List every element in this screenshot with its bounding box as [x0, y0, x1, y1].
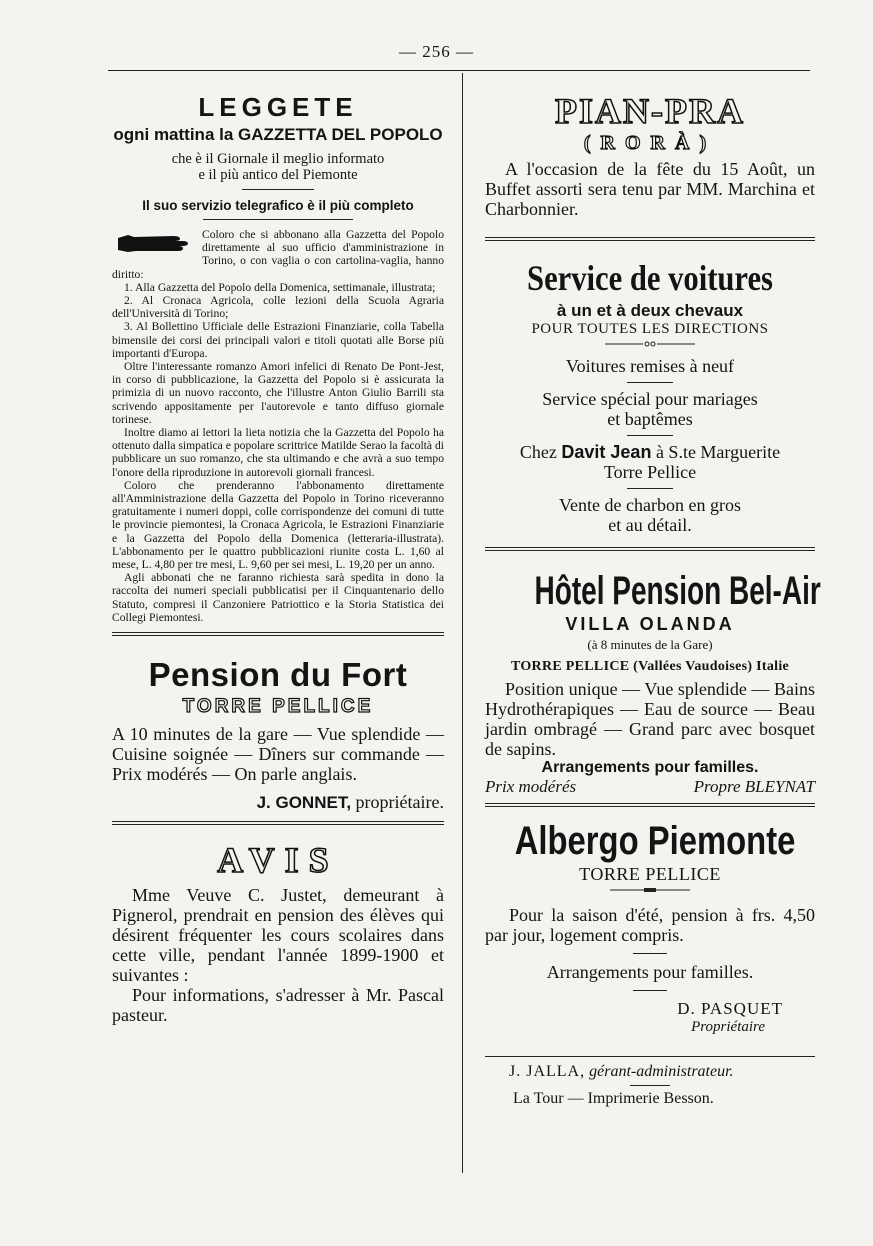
albergo-role: Propriétaire [691, 1019, 765, 1035]
gazzetta-paragraph: 1. Alla Gazzetta del Popolo della Domenica, settimanale, illustrata; [124, 280, 436, 294]
section-divider [112, 821, 444, 825]
service-town: Torre Pellice [603, 462, 697, 482]
fort-title: Pension du Fort [148, 656, 408, 694]
service-location: à S.te Marguerite [655, 442, 781, 462]
manager-line [485, 1063, 815, 1081]
fort-owner [112, 792, 444, 813]
divider [633, 990, 667, 991]
leggete-line-1: che è il Giornale il meglio informato [171, 151, 385, 167]
divider [633, 953, 667, 954]
gazzetta-paragraph: 3. Al Bollettino Ufficiale delle Estrazioni Finanziarie, colla Tabella bimensile dei corsi dei principali valori e titoli quotati alle Borse più importanti d'Europa. [112, 320, 444, 360]
albergo-piemonte-ad [485, 819, 815, 1036]
avis-ad [112, 839, 444, 1025]
service-line-5: et au détail. [608, 515, 692, 535]
divider [627, 488, 673, 489]
hotel-address: TORRE PELLICE (Vallées Vaudoises) Italie [510, 659, 790, 674]
hotel-prix: Prix modérés [485, 777, 577, 796]
service-chez-line [485, 442, 815, 462]
service-line-4: Vente de charbon en gros [559, 495, 741, 515]
page-footer [485, 1063, 815, 1108]
service-title: Service de voitures [527, 258, 773, 298]
gazzetta-paragraph: Agli abbonati che ne faranno richiesta sarà spedita in dono la raccolta dei numeri speciali pubblicatisi per il Cinquantenario dello Statuto, compresi il Canzoniere Patriottico e la Storia Statistica dei Collegi Piemontesi. [112, 571, 444, 624]
hotel-villa: VILLA OLANDA [565, 614, 735, 634]
pian-text: A l'occasion de la fête du 15 Août, un Buffet assorti sera tenu par MM. Marchina et Charbonnier. [485, 159, 815, 219]
manager-name: J. JALLA, [509, 1063, 586, 1080]
section-divider [485, 803, 815, 807]
hotel-owner: Propre BLEYNAT [693, 777, 815, 796]
gazzetta-paragraph: Coloro che prenderanno l'abbonamento direttamente all'Amministrazione della Gazzetta del Popolo in Torino riceveranno gratuitamente i numeri doppi, colle corrispondenze dei comuni di tutte le provincie piemontesi, la Cronaca Agricola, le Estrazioni Finanziarie e la Gazzetta del Popolo della Domenica (letteraria-illustrata). L'abbonamento per le quattro pubblicazioni riunite costa L. 1,60 al mese, L. 4,80 per tre mesi, L. 9,60 per sei mesi, L. 19,20 per un anno. [112, 478, 444, 572]
gazzetta-paragraph: Coloro che si abbonano alla Gazzetta del Popolo direttamente al suo ufficio d'amministrazione in Torino, o con vaglia o con cartolina-vaglia, hanno diritto: [112, 228, 444, 281]
albergo-arrangements: Arrangements pour familles. [546, 962, 754, 982]
albergo-text: Pour la saison d'été, pension à frs. 4,50 par jour, logement compris. [485, 905, 815, 945]
page-number: — 256 — [399, 42, 474, 61]
service-directions: POUR TOUTES LES DIRECTIONS [531, 321, 769, 337]
divider [242, 189, 314, 190]
gazzetta-paragraph: Inoltre diamo ai lettori la lieta notizia che la Gazzetta del Popolo ha ottenuto dalla simpatica e popolare scrittrice Matilde Serao la facoltà di pubblicare un suo romanzo, che sta ultimando e che avrà a suo tempo l'onore della riproduzione in autorevoli giornali francesi. [112, 426, 444, 479]
top-rule [108, 70, 810, 71]
hotel-arrangements: Arrangements pour familles. [541, 759, 759, 776]
ornament-icon [610, 885, 690, 895]
divider [627, 382, 673, 383]
leggete-line-2: e il più antico del Piemonte [198, 167, 358, 183]
hotel-bel-air-ad [485, 569, 821, 797]
gazzetta-paragraph: 2. Al Cronaca Agricola, colle lezioni della Scuola Agraria dell'Università di Torino; [112, 294, 444, 321]
gazzetta-ad [112, 92, 444, 624]
avis-contact: Pour informations, s'adresser à Mr. Pascal pasteur. [112, 985, 444, 1026]
hotel-distance: (à 8 minutes de la Gare) [587, 637, 713, 652]
service-name: Davit Jean [561, 442, 652, 462]
section-divider [485, 547, 815, 551]
avis-text: Mme Veuve C. Justet, demeurant à Pignerol, prendrait en pension des élèves qui désirent fréquenter les cours scolaires dans cette ville, pendant l'année 1899-1900 et suivantes : [112, 885, 444, 986]
section-divider [485, 1056, 815, 1057]
servizio-line: Il suo servizio telegrafico è il più completo [142, 198, 414, 213]
leggete-subtitle: ogni mattina la GAZZETTA DEL POPOLO [113, 125, 443, 144]
left-column [112, 72, 444, 1025]
hotel-footer [485, 777, 815, 797]
right-column [485, 72, 821, 1108]
pian-subtitle: (RORÀ) [583, 132, 717, 154]
gazzetta-paragraph: Oltre l'interessante romanzo Amori infelici di Renato De Pont-Jest, in corso di pubblicazione, la Gazzetta del Popolo si è assicurata la primizia di un nuovo racconto, che l'illustre Anton Giulio Barrili sta scrivendo appositamente per l'autorevole e tanto diffuso giornale torinese. [112, 360, 444, 426]
divider [203, 219, 353, 220]
column-divider [462, 73, 463, 1173]
divider [630, 1085, 670, 1086]
service-voitures-ad [485, 257, 815, 535]
service-subtitle: à un et à deux chevaux [556, 301, 744, 320]
pian-title: PIAN-PRA [555, 91, 745, 131]
fort-place: TORRE PELLICE [182, 696, 374, 718]
service-line-1: Voitures remises à neuf [565, 356, 735, 376]
pointing-hand-icon [116, 230, 196, 257]
albergo-title: Albergo Piemonte [514, 819, 796, 863]
hotel-text: Position unique — Vue splendide — Bains Hydrothérapiques — Eau de source — Beau jardin ombragé — Grand parc avec bosquet de sapins. [485, 679, 815, 759]
section-divider [112, 632, 444, 636]
albergo-place: TORRE PELLICE [579, 864, 721, 884]
printer-line: La Tour — Imprimerie Besson. [513, 1090, 714, 1107]
fort-text: A 10 minutes de la gare — Vue splendide — Cuisine soignée — Dîners sur commande — Prix modérés — On parle anglais. [112, 724, 444, 785]
manager-role: gérant-administrateur. [589, 1063, 734, 1080]
section-divider [485, 237, 815, 241]
avis-title: AVIS [217, 840, 339, 881]
fort-owner-name: J. GONNET, [256, 793, 352, 813]
service-chez: Chez [519, 442, 557, 462]
hotel-title: Hôtel Pension Bel-Air [534, 569, 821, 613]
divider [627, 435, 673, 436]
fort-owner-role: propriétaire. [355, 792, 444, 813]
albergo-owner: D. PASQUET [677, 999, 783, 1018]
service-line-3: et baptêmes [607, 409, 693, 429]
pension-du-fort-ad [112, 656, 444, 813]
service-line-2: Service spécial pour mariages [542, 389, 758, 409]
pian-pra-ad [485, 90, 815, 219]
leggete-title: LEGGETE [198, 92, 358, 122]
ornament-icon [605, 338, 695, 350]
gazzetta-body [112, 228, 444, 624]
